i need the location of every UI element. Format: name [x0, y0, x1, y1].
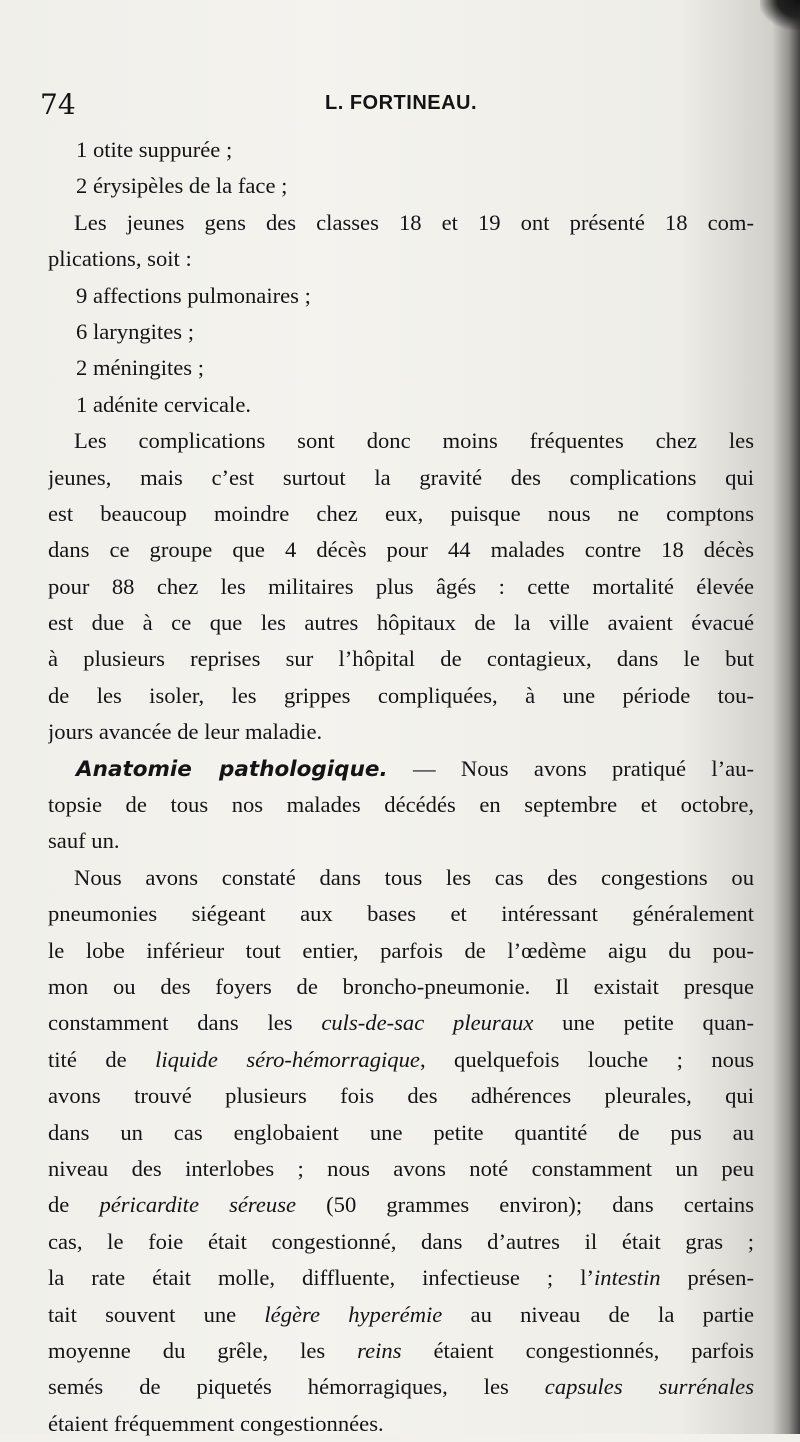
text-line: Les jeunes gens des classes 18 et 19 ont présenté 18 com-	[74, 209, 754, 235]
running-head: L. FORTINEAU.	[325, 92, 478, 114]
italic-term: capsules surrénales	[544, 1374, 754, 1400]
text-line: 6 laryngites ;	[76, 318, 194, 344]
text-fragment: la rate était molle, diffluente, infectieuse ; l’	[48, 1265, 594, 1291]
body-text	[48, 132, 754, 1442]
text-line: cas, le foie était congestionné, dans d’autres il était gras ;	[48, 1228, 754, 1254]
text-fragment: une petite quan-	[533, 1010, 754, 1036]
text-line	[48, 1333, 754, 1369]
italic-term: péricardite séreuse	[99, 1192, 297, 1218]
text-line: dans un cas englobaient une petite quantité de pus au	[48, 1119, 754, 1145]
text-line: jeunes, mais c’est surtout la gravité des complications qui	[48, 464, 754, 490]
text-line: 1 otite suppurée ;	[76, 137, 233, 162]
text-line	[48, 751, 754, 787]
text-line: pour 88 chez les militaires plus âgés : cette mortalité élevée	[48, 573, 754, 599]
section-heading: Anatomie pathologique.	[76, 756, 388, 782]
text-line: dans ce groupe que 4 décès pour 44 malades contre 18 décès	[48, 537, 754, 563]
text-fragment: semés de piquetés hémorragiques, les	[48, 1374, 545, 1400]
text-line: pneumonies siégeant aux bases et intéressant généralement	[48, 901, 754, 927]
page-header	[40, 86, 760, 126]
text-line: 2 érysipèles de la face ;	[76, 173, 288, 199]
text-line: sauf un.	[48, 828, 120, 854]
text-line: 2 méningites ;	[76, 355, 205, 381]
italic-term: intestin	[594, 1265, 661, 1291]
text-line: à plusieurs reprises sur l’hôpital de contagieux, dans le but	[48, 646, 754, 672]
text-line: étaient fréquemment congestionnées.	[48, 1410, 384, 1436]
page-spine-shadow	[772, 0, 800, 1434]
text-line: 1 adénite cervicale.	[76, 391, 251, 417]
text-line: topsie de tous nos malades décédés en septembre et octobre,	[48, 792, 754, 818]
text-line	[48, 1297, 754, 1333]
text-line: 9 affections pulmonaires ;	[76, 282, 311, 308]
text-fragment: — Nous avons pratiqué l’au-	[387, 755, 754, 781]
text-line: le lobe inférieur tout entier, parfois de l’œdème aigu du pou-	[48, 937, 754, 963]
text-fragment: moyenne du grêle, les	[48, 1337, 358, 1363]
text-line: plications, soit :	[48, 246, 192, 272]
text-fragment: de	[48, 1192, 100, 1218]
italic-term: légère hyperémie	[264, 1301, 443, 1327]
text-line: avons trouvé plusieurs fois des adhérences pleurales, qui	[48, 1083, 754, 1109]
text-line: jours avancée de leur maladie.	[48, 719, 323, 745]
italic-term: culs-de-sac pleuraux	[321, 1010, 534, 1036]
text-line	[48, 1042, 754, 1078]
text-fragment: présen-	[660, 1265, 754, 1291]
text-line	[48, 1260, 754, 1296]
text-line: est due à ce que les autres hôpitaux de la ville avaient évacué	[48, 610, 754, 636]
text-fragment: constamment dans les	[48, 1010, 322, 1036]
text-fragment: (50 grammes environ); dans certains	[296, 1192, 754, 1218]
text-line: niveau des interlobes ; nous avons noté constamment un peu	[48, 1155, 754, 1181]
text-line	[48, 1005, 754, 1041]
page-number: 74	[40, 88, 76, 121]
italic-term: liquide séro-hémorragique	[155, 1046, 420, 1072]
text-fragment: étaient congestionnés, parfois	[401, 1337, 754, 1363]
text-fragment: tité de	[48, 1046, 156, 1072]
text-line: Les complications sont donc moins fréquentes chez les	[74, 428, 754, 454]
text-line	[48, 1369, 754, 1405]
text-fragment: tait souvent une	[48, 1301, 265, 1327]
text-line: mon ou des foyers de broncho-pneumonie. Il existait presque	[48, 973, 754, 999]
text-line: est beaucoup moindre chez eux, puisque nous ne comptons	[48, 500, 754, 526]
text-line	[48, 1187, 754, 1223]
italic-term: reins	[357, 1337, 402, 1363]
text-line: Nous avons constaté dans tous les cas des congestions ou	[74, 864, 754, 890]
text-line: de les isoler, les grippes compliquées, à une période tou-	[48, 682, 754, 708]
text-fragment: au niveau de la partie	[442, 1301, 754, 1327]
text-fragment: , quelquefois louche ; nous	[419, 1046, 754, 1072]
page-corner-shadow	[760, 0, 800, 30]
